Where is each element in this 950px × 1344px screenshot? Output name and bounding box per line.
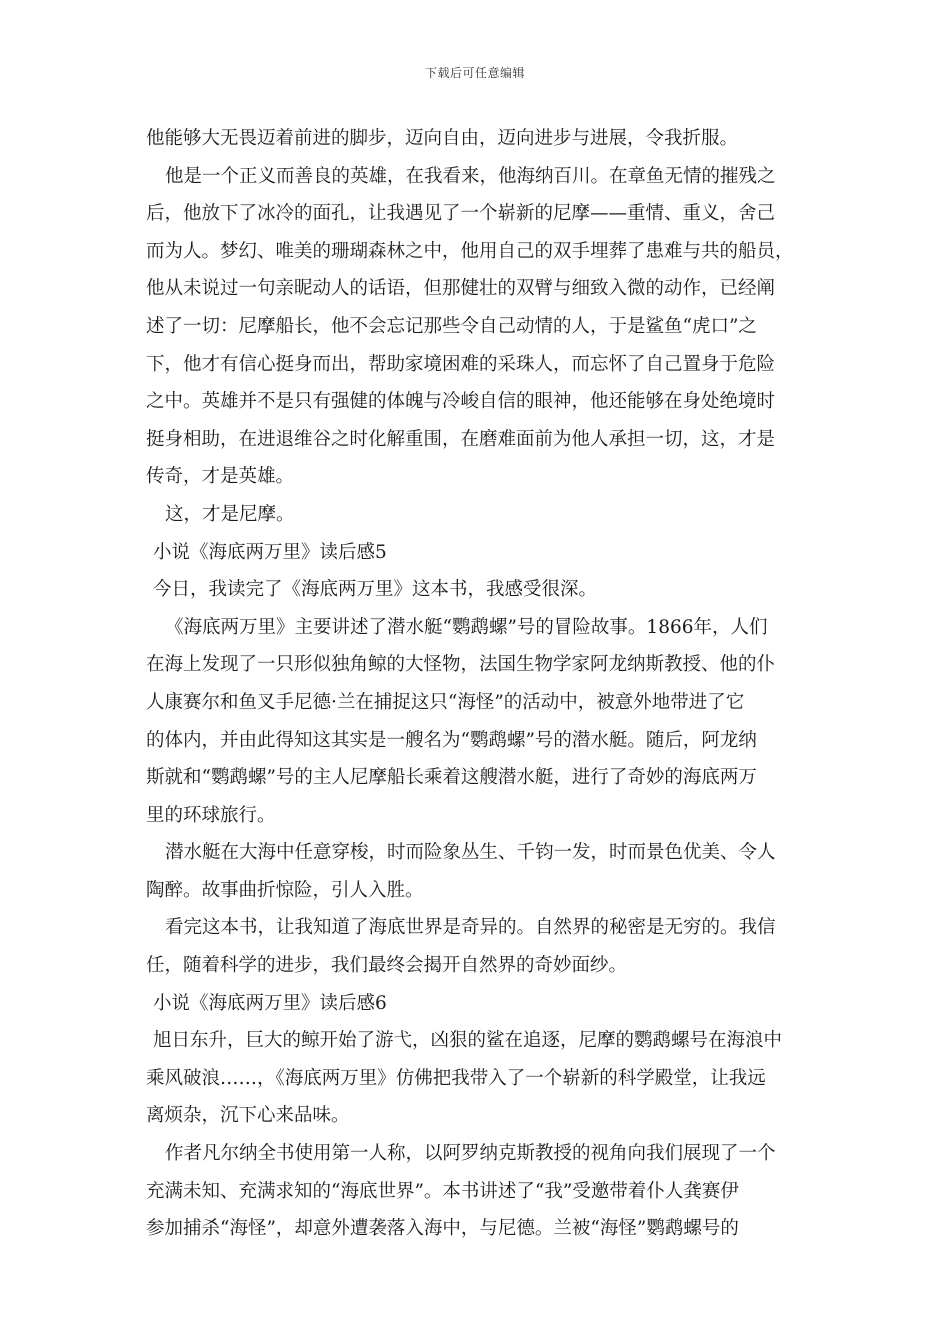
text-line: 看完这本书，让我知道了海底世界是奇异的。自然界的秘密是无穷的。我信	[165, 917, 776, 939]
section-heading: 小说《海底两万里》读后感6	[153, 992, 387, 1014]
text-line: 挺身相助，在进退维谷之时化解重围，在磨难面前为他人承担一切，这，才是	[146, 428, 776, 450]
text-line: 作者凡尔纳全书使用第一人称，以阿罗纳克斯教授的视角向我们展现了一个	[165, 1143, 776, 1165]
text-line: 他是一个正义而善良的英雄，在我看来，他海纳百川。在章鱼无情的摧残之	[165, 165, 776, 187]
text-line: 在海上发现了一只形似独角鲸的大怪物，法国生物学家阿龙纳斯教授、他的仆	[146, 654, 776, 676]
text-line: 这，才是尼摩。	[165, 503, 295, 525]
document-body	[146, 120, 814, 1248]
text-line: 之中。英雄并不是只有强健的体魄与冷峻自信的眼神，他还能够在身处绝境时	[146, 391, 776, 413]
text-line: 旭日东升，巨大的鲸开始了游弋，凶狠的鲨在追逐，尼摩的鹦鹉螺号在海浪中	[153, 1030, 783, 1052]
text-line: 乘风破浪……，《海底两万里》仿佛把我带入了一个崭新的科学殿堂，让我远	[146, 1067, 766, 1089]
text-line: 《海底两万里》主要讲述了潜水艇“鹦鹉螺”号的冒险故事。1866年，人们	[165, 616, 768, 638]
text-line: 传奇，才是英雄。	[146, 466, 295, 488]
section-heading: 小说《海底两万里》读后感5	[153, 541, 387, 563]
text-line: 他从未说过一句亲昵动人的话语，但那健壮的双臂与细致入微的动作，已经阐	[146, 278, 776, 300]
text-line: 离烦杂，沉下心来品味。	[146, 1105, 350, 1127]
text-line: 参加捕杀“海怪”，却意外遭袭落入海中，与尼德。兰被“海怪”鹦鹉螺号的	[146, 1218, 739, 1240]
text-line: 陶醉。故事曲折惊险，引人入胜。	[146, 879, 424, 901]
text-line: 充满未知、充满求知的“海底世界”。本书讲述了“我”受邀带着仆人龚赛伊	[146, 1180, 739, 1202]
text-line: 的体内，并由此得知这其实是一艘名为“鹦鹉螺”号的潜水艇。随后，阿龙纳	[146, 729, 757, 751]
text-line: 而为人。梦幻、唯美的珊瑚森林之中，他用自己的双手埋葬了患难与共的船员，	[146, 240, 794, 262]
text-line: 人康赛尔和鱼叉手尼德·兰在捕捉这只“海怪”的活动中，被意外地带进了它	[146, 691, 745, 713]
page-header-note: 下载后可任意编辑	[424, 66, 525, 80]
text-line: 斯就和“鹦鹉螺”号的主人尼摩船长乘着这艘潜水艇，进行了奇妙的海底两万	[146, 767, 757, 789]
text-line: 下，他才有信心挺身而出，帮助家境困难的采珠人，而忘怀了自己置身于危险	[146, 353, 776, 375]
text-line: 今日，我读完了《海底两万里》这本书，我感受很深。	[153, 579, 598, 601]
text-line: 里的环球旅行。	[146, 804, 276, 826]
text-line: 他能够大无畏迈着前进的脚步，迈向自由，迈向进步与进展，令我折服。	[146, 128, 739, 149]
text-line: 任，随着科学的进步，我们最终会揭开自然界的奇妙面纱。	[146, 955, 628, 977]
text-line: 潜水艇在大海中任意穿梭，时而险象丛生、千钧一发，时而景色优美、令人	[165, 842, 776, 864]
text-line: 述了一切：尼摩船长，他不会忘记那些令自己动情的人，于是鲨鱼“虎口”之	[146, 315, 757, 337]
text-line: 后，他放下了冰冷的面孔，让我遇见了一个崭新的尼摩——重情、重义，舍己	[146, 203, 776, 225]
